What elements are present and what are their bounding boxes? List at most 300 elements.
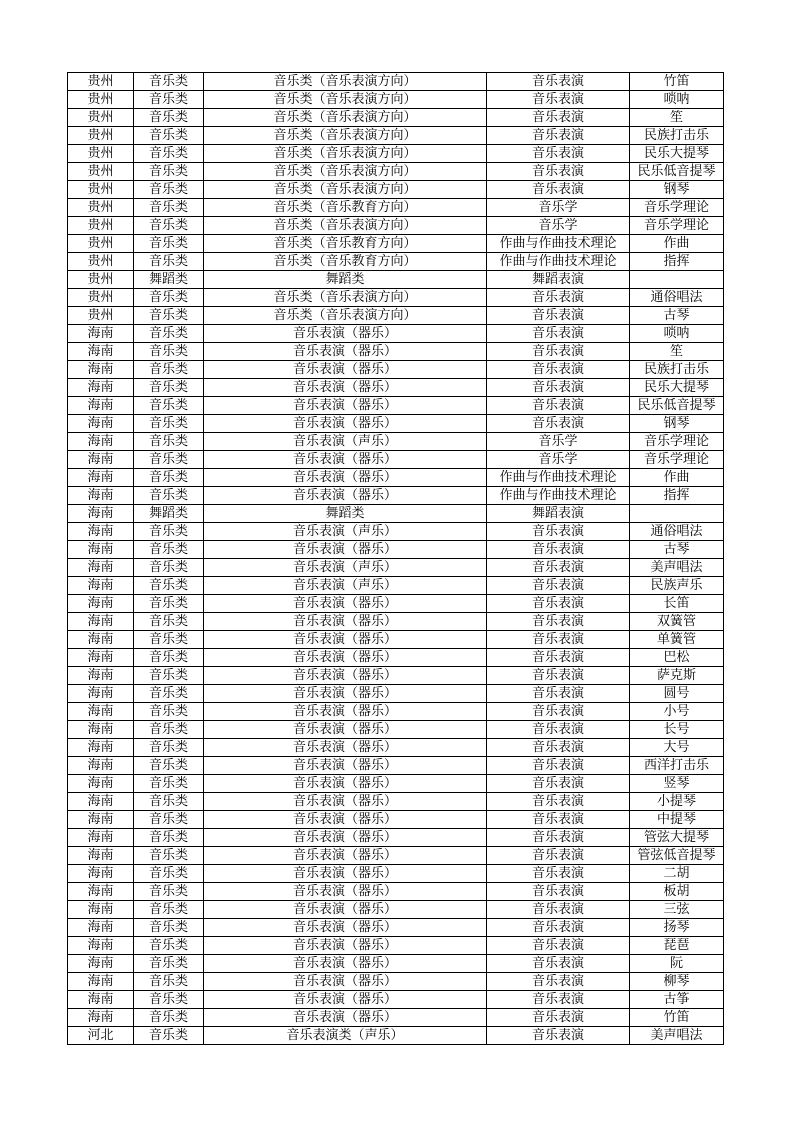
major-cell: 音乐表演 <box>487 973 630 991</box>
major-cell: 音乐表演 <box>487 847 630 865</box>
province-cell: 海南 <box>68 469 134 487</box>
exam-type-cell: 音乐表演（器乐） <box>204 469 487 487</box>
table-row <box>68 307 724 325</box>
province-cell: 河北 <box>68 1027 134 1045</box>
category-cell: 音乐类 <box>134 919 204 937</box>
major-cell: 音乐表演 <box>487 865 630 883</box>
major-cell: 音乐表演 <box>487 343 630 361</box>
direction-cell: 双簧管 <box>630 613 724 631</box>
category-cell: 音乐类 <box>134 901 204 919</box>
direction-cell: 三弦 <box>630 901 724 919</box>
direction-cell: 通俗唱法 <box>630 523 724 541</box>
exam-type-cell: 音乐表演（器乐） <box>204 1009 487 1027</box>
province-cell: 海南 <box>68 847 134 865</box>
category-cell: 音乐类 <box>134 559 204 577</box>
exam-type-cell: 音乐类（音乐表演方向） <box>204 109 487 127</box>
province-cell: 海南 <box>68 451 134 469</box>
direction-cell: 竹笛 <box>630 1009 724 1027</box>
province-cell: 海南 <box>68 829 134 847</box>
direction-cell: 圆号 <box>630 685 724 703</box>
major-cell: 音乐表演 <box>487 181 630 199</box>
exam-type-cell: 音乐类（音乐表演方向） <box>204 73 487 91</box>
category-cell: 音乐类 <box>134 379 204 397</box>
exam-type-cell: 音乐类（音乐教育方向） <box>204 199 487 217</box>
table-row <box>68 883 724 901</box>
direction-cell: 美声唱法 <box>630 559 724 577</box>
exam-type-cell: 音乐表演（器乐） <box>204 955 487 973</box>
province-cell: 海南 <box>68 559 134 577</box>
exam-type-cell: 音乐表演（器乐） <box>204 703 487 721</box>
category-cell: 音乐类 <box>134 289 204 307</box>
province-cell: 海南 <box>68 973 134 991</box>
exam-type-cell: 音乐表演（器乐） <box>204 343 487 361</box>
major-cell: 音乐表演 <box>487 73 630 91</box>
province-cell: 海南 <box>68 937 134 955</box>
table-row <box>68 379 724 397</box>
category-cell: 音乐类 <box>134 973 204 991</box>
exam-type-cell: 音乐表演（器乐） <box>204 631 487 649</box>
direction-cell: 古筝 <box>630 991 724 1009</box>
category-cell: 音乐类 <box>134 127 204 145</box>
category-cell: 音乐类 <box>134 253 204 271</box>
exam-type-cell: 音乐表演（器乐） <box>204 721 487 739</box>
category-cell: 音乐类 <box>134 631 204 649</box>
category-cell: 音乐类 <box>134 73 204 91</box>
direction-cell: 民乐低音提琴 <box>630 397 724 415</box>
province-cell: 海南 <box>68 667 134 685</box>
direction-cell: 指挥 <box>630 487 724 505</box>
direction-cell: 音乐学理论 <box>630 217 724 235</box>
table-row <box>68 235 724 253</box>
table-row <box>68 685 724 703</box>
exam-type-cell: 音乐表演（器乐） <box>204 397 487 415</box>
table-row <box>68 631 724 649</box>
major-cell: 音乐学 <box>487 433 630 451</box>
province-cell: 海南 <box>68 883 134 901</box>
major-cell: 音乐表演 <box>487 757 630 775</box>
exam-type-cell: 音乐表演（器乐） <box>204 595 487 613</box>
table-row <box>68 433 724 451</box>
category-cell: 音乐类 <box>134 991 204 1009</box>
major-cell: 音乐表演 <box>487 703 630 721</box>
major-cell: 音乐表演 <box>487 595 630 613</box>
province-cell: 海南 <box>68 415 134 433</box>
direction-cell <box>630 505 724 523</box>
category-cell: 音乐类 <box>134 811 204 829</box>
table-row <box>68 811 724 829</box>
province-cell: 贵州 <box>68 109 134 127</box>
exam-type-cell: 音乐表演（器乐） <box>204 325 487 343</box>
direction-cell: 管弦低音提琴 <box>630 847 724 865</box>
province-cell: 海南 <box>68 505 134 523</box>
exam-type-cell: 音乐表演（声乐） <box>204 433 487 451</box>
table-row <box>68 613 724 631</box>
exam-type-cell: 音乐表演（器乐） <box>204 829 487 847</box>
exam-type-cell: 音乐表演（器乐） <box>204 685 487 703</box>
category-cell: 音乐类 <box>134 865 204 883</box>
category-cell: 音乐类 <box>134 181 204 199</box>
exam-type-cell: 音乐类（音乐表演方向） <box>204 127 487 145</box>
direction-cell: 古琴 <box>630 307 724 325</box>
exam-type-cell: 音乐类（音乐表演方向） <box>204 91 487 109</box>
exam-type-cell: 音乐类（音乐表演方向） <box>204 163 487 181</box>
table-row <box>68 721 724 739</box>
direction-cell: 长号 <box>630 721 724 739</box>
category-cell: 音乐类 <box>134 109 204 127</box>
province-cell: 海南 <box>68 541 134 559</box>
major-cell: 音乐表演 <box>487 541 630 559</box>
direction-cell: 扬琴 <box>630 919 724 937</box>
province-cell: 贵州 <box>68 163 134 181</box>
table-row <box>68 523 724 541</box>
province-cell: 海南 <box>68 433 134 451</box>
exam-type-cell: 音乐类（音乐表演方向） <box>204 145 487 163</box>
province-cell: 海南 <box>68 397 134 415</box>
category-cell: 音乐类 <box>134 793 204 811</box>
major-cell: 音乐表演 <box>487 829 630 847</box>
table-row <box>68 91 724 109</box>
major-cell: 音乐表演 <box>487 685 630 703</box>
exam-type-cell: 音乐表演（声乐） <box>204 523 487 541</box>
table-row <box>68 919 724 937</box>
table-row <box>68 775 724 793</box>
exam-type-cell: 音乐表演（器乐） <box>204 919 487 937</box>
direction-cell: 大号 <box>630 739 724 757</box>
province-cell: 海南 <box>68 901 134 919</box>
exam-type-cell: 音乐表演（器乐） <box>204 487 487 505</box>
exam-type-cell: 音乐表演类（声乐） <box>204 1027 487 1045</box>
category-cell: 音乐类 <box>134 415 204 433</box>
category-cell: 音乐类 <box>134 829 204 847</box>
category-cell: 音乐类 <box>134 595 204 613</box>
major-cell: 音乐学 <box>487 451 630 469</box>
table-row <box>68 163 724 181</box>
direction-cell: 音乐学理论 <box>630 451 724 469</box>
major-cell: 音乐学 <box>487 217 630 235</box>
exam-type-cell: 音乐表演（声乐） <box>204 559 487 577</box>
major-cell: 音乐表演 <box>487 811 630 829</box>
exam-type-cell: 音乐表演（器乐） <box>204 811 487 829</box>
direction-cell: 民族声乐 <box>630 577 724 595</box>
major-cell: 音乐表演 <box>487 667 630 685</box>
province-cell: 贵州 <box>68 271 134 289</box>
direction-cell: 指挥 <box>630 253 724 271</box>
direction-cell: 钢琴 <box>630 181 724 199</box>
exam-type-cell: 音乐表演（器乐） <box>204 973 487 991</box>
exam-type-cell: 音乐类（音乐教育方向） <box>204 253 487 271</box>
category-cell: 音乐类 <box>134 703 204 721</box>
category-cell: 音乐类 <box>134 775 204 793</box>
exam-type-cell: 音乐表演（器乐） <box>204 937 487 955</box>
major-cell: 音乐表演 <box>487 289 630 307</box>
category-cell: 音乐类 <box>134 361 204 379</box>
table-row <box>68 649 724 667</box>
exam-type-cell: 音乐表演（器乐） <box>204 793 487 811</box>
province-cell: 海南 <box>68 613 134 631</box>
major-cell: 音乐表演 <box>487 919 630 937</box>
category-cell: 音乐类 <box>134 469 204 487</box>
direction-cell: 竖琴 <box>630 775 724 793</box>
major-cell: 音乐表演 <box>487 901 630 919</box>
category-cell: 音乐类 <box>134 667 204 685</box>
province-cell: 贵州 <box>68 217 134 235</box>
province-cell: 海南 <box>68 793 134 811</box>
direction-cell: 单簧管 <box>630 631 724 649</box>
direction-cell: 柳琴 <box>630 973 724 991</box>
direction-cell: 阮 <box>630 955 724 973</box>
category-cell: 舞蹈类 <box>134 505 204 523</box>
major-cell: 音乐表演 <box>487 523 630 541</box>
table-row <box>68 991 724 1009</box>
province-cell: 海南 <box>68 379 134 397</box>
direction-cell: 管弦大提琴 <box>630 829 724 847</box>
major-cell: 舞蹈表演 <box>487 505 630 523</box>
table-row <box>68 109 724 127</box>
table-row <box>68 901 724 919</box>
direction-cell: 西洋打击乐 <box>630 757 724 775</box>
table-row <box>68 865 724 883</box>
table-row <box>68 325 724 343</box>
category-cell: 音乐类 <box>134 1027 204 1045</box>
exam-type-cell: 音乐表演（器乐） <box>204 649 487 667</box>
category-cell: 音乐类 <box>134 163 204 181</box>
direction-cell: 通俗唱法 <box>630 289 724 307</box>
major-cell: 音乐表演 <box>487 559 630 577</box>
table-row <box>68 289 724 307</box>
major-cell: 音乐表演 <box>487 109 630 127</box>
table-row <box>68 361 724 379</box>
direction-cell: 笙 <box>630 343 724 361</box>
province-cell: 海南 <box>68 775 134 793</box>
table-row <box>68 127 724 145</box>
direction-cell: 作曲 <box>630 469 724 487</box>
table-row <box>68 937 724 955</box>
province-cell: 海南 <box>68 523 134 541</box>
category-cell: 音乐类 <box>134 199 204 217</box>
major-cell: 作曲与作曲技术理论 <box>487 235 630 253</box>
table-row <box>68 343 724 361</box>
exam-type-cell: 音乐类（音乐表演方向） <box>204 181 487 199</box>
category-cell: 音乐类 <box>134 937 204 955</box>
major-cell: 音乐表演 <box>487 1027 630 1045</box>
major-cell: 音乐表演 <box>487 775 630 793</box>
category-cell: 音乐类 <box>134 91 204 109</box>
direction-cell: 竹笛 <box>630 73 724 91</box>
province-cell: 贵州 <box>68 91 134 109</box>
major-cell: 音乐表演 <box>487 613 630 631</box>
category-cell: 音乐类 <box>134 883 204 901</box>
table-row <box>68 145 724 163</box>
major-cell: 作曲与作曲技术理论 <box>487 469 630 487</box>
major-cell: 音乐表演 <box>487 127 630 145</box>
category-cell: 音乐类 <box>134 541 204 559</box>
category-cell: 音乐类 <box>134 487 204 505</box>
major-cell: 音乐表演 <box>487 577 630 595</box>
province-cell: 海南 <box>68 991 134 1009</box>
major-cell: 音乐表演 <box>487 325 630 343</box>
major-cell: 舞蹈表演 <box>487 271 630 289</box>
direction-cell: 美声唱法 <box>630 1027 724 1045</box>
direction-cell: 钢琴 <box>630 415 724 433</box>
major-cell: 音乐表演 <box>487 145 630 163</box>
exam-type-cell: 音乐表演（器乐） <box>204 541 487 559</box>
category-cell: 音乐类 <box>134 577 204 595</box>
category-cell: 音乐类 <box>134 217 204 235</box>
table-row <box>68 829 724 847</box>
category-cell: 音乐类 <box>134 757 204 775</box>
major-cell: 音乐表演 <box>487 991 630 1009</box>
table-row <box>68 199 724 217</box>
table-row <box>68 595 724 613</box>
table-row <box>68 559 724 577</box>
direction-cell: 民乐低音提琴 <box>630 163 724 181</box>
direction-cell: 民族打击乐 <box>630 361 724 379</box>
exam-type-cell: 音乐表演（器乐） <box>204 883 487 901</box>
direction-cell: 唢呐 <box>630 325 724 343</box>
major-cell: 作曲与作曲技术理论 <box>487 487 630 505</box>
province-cell: 贵州 <box>68 289 134 307</box>
category-cell: 音乐类 <box>134 325 204 343</box>
table-row <box>68 253 724 271</box>
exam-type-cell: 音乐表演（器乐） <box>204 361 487 379</box>
table-row <box>68 703 724 721</box>
province-cell: 贵州 <box>68 253 134 271</box>
table-row <box>68 469 724 487</box>
province-cell: 海南 <box>68 865 134 883</box>
exam-type-cell: 音乐表演（器乐） <box>204 847 487 865</box>
direction-cell: 民乐大提琴 <box>630 379 724 397</box>
direction-cell: 长笛 <box>630 595 724 613</box>
exam-type-cell: 音乐表演（器乐） <box>204 667 487 685</box>
province-cell: 海南 <box>68 955 134 973</box>
major-cell: 音乐表演 <box>487 307 630 325</box>
province-cell: 贵州 <box>68 199 134 217</box>
exam-type-cell: 音乐表演（器乐） <box>204 379 487 397</box>
direction-cell: 中提琴 <box>630 811 724 829</box>
province-cell: 海南 <box>68 685 134 703</box>
table-body <box>68 73 724 1045</box>
major-cell: 音乐表演 <box>487 721 630 739</box>
table-row <box>68 1009 724 1027</box>
table-row <box>68 739 724 757</box>
direction-cell: 小提琴 <box>630 793 724 811</box>
province-cell: 海南 <box>68 811 134 829</box>
category-cell: 音乐类 <box>134 649 204 667</box>
major-cell: 音乐表演 <box>487 955 630 973</box>
table-row <box>68 757 724 775</box>
direction-cell: 板胡 <box>630 883 724 901</box>
exam-type-cell: 舞蹈类 <box>204 271 487 289</box>
province-cell: 海南 <box>68 919 134 937</box>
province-cell: 海南 <box>68 1009 134 1027</box>
province-cell: 海南 <box>68 757 134 775</box>
table-row <box>68 415 724 433</box>
exam-type-cell: 音乐类（音乐教育方向） <box>204 235 487 253</box>
province-cell: 贵州 <box>68 127 134 145</box>
category-cell: 音乐类 <box>134 433 204 451</box>
direction-cell: 小号 <box>630 703 724 721</box>
direction-cell: 萨克斯 <box>630 667 724 685</box>
major-cell: 音乐表演 <box>487 397 630 415</box>
table-row <box>68 541 724 559</box>
exam-type-cell: 音乐表演（器乐） <box>204 451 487 469</box>
province-cell: 海南 <box>68 595 134 613</box>
category-cell: 音乐类 <box>134 955 204 973</box>
province-cell: 海南 <box>68 343 134 361</box>
category-cell: 音乐类 <box>134 343 204 361</box>
category-cell: 音乐类 <box>134 145 204 163</box>
table-row <box>68 181 724 199</box>
exam-type-cell: 音乐表演（器乐） <box>204 757 487 775</box>
category-cell: 音乐类 <box>134 613 204 631</box>
major-cell: 音乐表演 <box>487 163 630 181</box>
table-row <box>68 793 724 811</box>
table-row <box>68 505 724 523</box>
province-cell: 海南 <box>68 577 134 595</box>
province-cell: 贵州 <box>68 73 134 91</box>
province-cell: 海南 <box>68 325 134 343</box>
exam-type-cell: 音乐表演（器乐） <box>204 865 487 883</box>
category-cell: 音乐类 <box>134 721 204 739</box>
category-cell: 音乐类 <box>134 847 204 865</box>
major-cell: 音乐表演 <box>487 91 630 109</box>
major-cell: 音乐学 <box>487 199 630 217</box>
major-cell: 音乐表演 <box>487 649 630 667</box>
major-cell: 音乐表演 <box>487 1009 630 1027</box>
province-cell: 海南 <box>68 487 134 505</box>
table-row <box>68 217 724 235</box>
direction-cell <box>630 271 724 289</box>
direction-cell: 音乐学理论 <box>630 433 724 451</box>
major-cell: 音乐表演 <box>487 631 630 649</box>
direction-cell: 古琴 <box>630 541 724 559</box>
exam-type-cell: 音乐表演（器乐） <box>204 901 487 919</box>
category-cell: 音乐类 <box>134 739 204 757</box>
province-cell: 海南 <box>68 649 134 667</box>
exam-type-cell: 舞蹈类 <box>204 505 487 523</box>
province-cell: 贵州 <box>68 181 134 199</box>
major-cell: 音乐表演 <box>487 739 630 757</box>
table-row <box>68 451 724 469</box>
province-cell: 贵州 <box>68 235 134 253</box>
table-row <box>68 487 724 505</box>
province-cell: 海南 <box>68 703 134 721</box>
direction-cell: 作曲 <box>630 235 724 253</box>
major-cell: 音乐表演 <box>487 793 630 811</box>
province-cell: 贵州 <box>68 307 134 325</box>
major-cell: 音乐表演 <box>487 883 630 901</box>
exam-type-cell: 音乐类（音乐表演方向） <box>204 217 487 235</box>
major-cell: 作曲与作曲技术理论 <box>487 253 630 271</box>
category-cell: 音乐类 <box>134 451 204 469</box>
table-row <box>68 271 724 289</box>
exam-type-cell: 音乐类（音乐表演方向） <box>204 289 487 307</box>
province-cell: 海南 <box>68 361 134 379</box>
category-cell: 舞蹈类 <box>134 271 204 289</box>
category-cell: 音乐类 <box>134 1009 204 1027</box>
direction-cell: 笙 <box>630 109 724 127</box>
exam-type-cell: 音乐表演（器乐） <box>204 739 487 757</box>
data-table <box>67 72 724 1045</box>
exam-type-cell: 音乐表演（器乐） <box>204 775 487 793</box>
direction-cell: 唢呐 <box>630 91 724 109</box>
direction-cell: 民乐大提琴 <box>630 145 724 163</box>
province-cell: 海南 <box>68 721 134 739</box>
major-cell: 音乐表演 <box>487 361 630 379</box>
exam-type-cell: 音乐表演（器乐） <box>204 613 487 631</box>
direction-cell: 二胡 <box>630 865 724 883</box>
exam-type-cell: 音乐表演（声乐） <box>204 577 487 595</box>
